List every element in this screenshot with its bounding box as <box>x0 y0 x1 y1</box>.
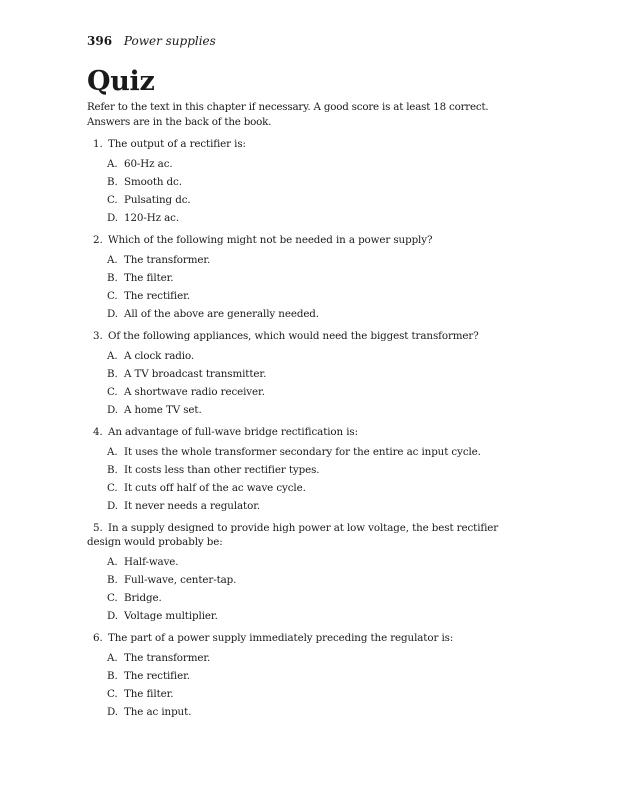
question-text <box>87 329 527 343</box>
choice-letter: D. <box>107 706 118 718</box>
choice-letter: A. <box>107 446 118 458</box>
choice-text: Half-wave. <box>124 556 179 568</box>
choice-letter: A. <box>107 158 118 170</box>
running-head <box>87 34 216 48</box>
page-number: 396 <box>87 34 113 48</box>
question-5 <box>87 521 527 625</box>
choice-d <box>107 497 527 515</box>
choice-d <box>107 305 527 323</box>
question-number: 2. <box>93 234 103 246</box>
choice-text: 60-Hz ac. <box>124 158 173 170</box>
choice-b <box>107 667 527 685</box>
choice-b <box>107 571 527 589</box>
choice-letter: A. <box>107 556 118 568</box>
question-text <box>87 425 527 439</box>
choice-letter: B. <box>107 272 118 284</box>
choice-text: It costs less than other rectifier types. <box>124 464 320 476</box>
choice-text: The ac input. <box>124 706 192 718</box>
choice-text: The filter. <box>124 272 174 284</box>
choice-text: Pulsating dc. <box>124 194 191 206</box>
choice-d <box>107 607 527 625</box>
question-list <box>87 137 527 727</box>
choice-text: The filter. <box>124 688 174 700</box>
choice-text: All of the above are generally needed. <box>124 308 319 320</box>
choice-text: A TV broadcast transmitter. <box>124 368 267 380</box>
choice-text: It cuts off half of the ac wave cycle. <box>124 482 306 494</box>
question-stem: The output of a rectifier is: <box>108 138 246 150</box>
choice-letter: B. <box>107 464 118 476</box>
question-4 <box>87 425 527 515</box>
question-number: 6. <box>93 632 103 644</box>
choice-b <box>107 173 527 191</box>
choice-text: The rectifier. <box>124 670 190 682</box>
question-stem: In a supply designed to provide high power at low voltage, the best rectifier design would probably be: <box>87 522 499 548</box>
choice-letter: C. <box>107 592 118 604</box>
choice-letter: C. <box>107 194 118 206</box>
choice-letter: D. <box>107 610 118 622</box>
choice-c <box>107 191 527 209</box>
choice-letter: D. <box>107 500 118 512</box>
choice-c <box>107 287 527 305</box>
question-number: 4. <box>93 426 103 438</box>
choice-a <box>107 251 527 269</box>
choice-text: Bridge. <box>124 592 162 604</box>
choice-letter: D. <box>107 404 118 416</box>
choice-letter: A. <box>107 350 118 362</box>
page-title: Quiz <box>87 66 155 97</box>
choice-letter: C. <box>107 386 118 398</box>
choice-letter: B. <box>107 670 118 682</box>
choice-text: A clock radio. <box>124 350 195 362</box>
choice-letter: A. <box>107 254 118 266</box>
choice-d <box>107 209 527 227</box>
choice-a <box>107 649 527 667</box>
question-3 <box>87 329 527 419</box>
choice-d <box>107 401 527 419</box>
running-title: Power supplies <box>123 34 216 48</box>
choice-letter: D. <box>107 308 118 320</box>
choice-text: Voltage multiplier. <box>124 610 218 622</box>
question-6 <box>87 631 527 721</box>
choice-text: Full-wave, center-tap. <box>124 574 237 586</box>
choice-b <box>107 269 527 287</box>
question-stem: Which of the following might not be needed in a power supply? <box>108 234 433 246</box>
choice-letter: C. <box>107 482 118 494</box>
question-text <box>87 233 527 247</box>
question-2 <box>87 233 527 323</box>
choice-letter: C. <box>107 688 118 700</box>
question-stem: Of the following appliances, which would need the biggest transformer? <box>108 330 479 342</box>
choice-a <box>107 347 527 365</box>
choice-letter: B. <box>107 176 118 188</box>
question-1 <box>87 137 527 227</box>
choice-text: Smooth dc. <box>124 176 182 188</box>
choice-b <box>107 365 527 383</box>
choice-text: A home TV set. <box>124 404 202 416</box>
choice-c <box>107 383 527 401</box>
question-stem: An advantage of full-wave bridge rectification is: <box>108 426 358 438</box>
choice-c <box>107 685 527 703</box>
choice-a <box>107 553 527 571</box>
question-text <box>87 521 527 549</box>
choice-a <box>107 155 527 173</box>
choice-c <box>107 589 527 607</box>
question-text <box>87 137 527 151</box>
choice-d <box>107 703 527 721</box>
question-number: 3. <box>93 330 103 342</box>
choice-text: The transformer. <box>124 254 211 266</box>
choice-text: A shortwave radio receiver. <box>124 386 265 398</box>
choice-c <box>107 479 527 497</box>
quiz-intro: Refer to the text in this chapter if necessary. A good score is at least 18 correct. Answers are in the back of the book. <box>87 101 489 128</box>
choice-text: It uses the whole transformer secondary for the entire ac input cycle. <box>124 446 481 458</box>
question-text <box>87 631 527 645</box>
choice-letter: B. <box>107 574 118 586</box>
question-number: 5. <box>93 522 103 534</box>
choice-letter: C. <box>107 290 118 302</box>
question-number: 1. <box>93 138 103 150</box>
question-stem: The part of a power supply immediately preceding the regulator is: <box>108 632 454 644</box>
choice-letter: D. <box>107 212 118 224</box>
choice-letter: B. <box>107 368 118 380</box>
choice-a <box>107 443 527 461</box>
choice-b <box>107 461 527 479</box>
choice-text: The rectifier. <box>124 290 190 302</box>
choice-text: 120-Hz ac. <box>124 212 179 224</box>
choice-text: The transformer. <box>124 652 211 664</box>
choice-text: It never needs a regulator. <box>124 500 261 512</box>
choice-letter: A. <box>107 652 118 664</box>
